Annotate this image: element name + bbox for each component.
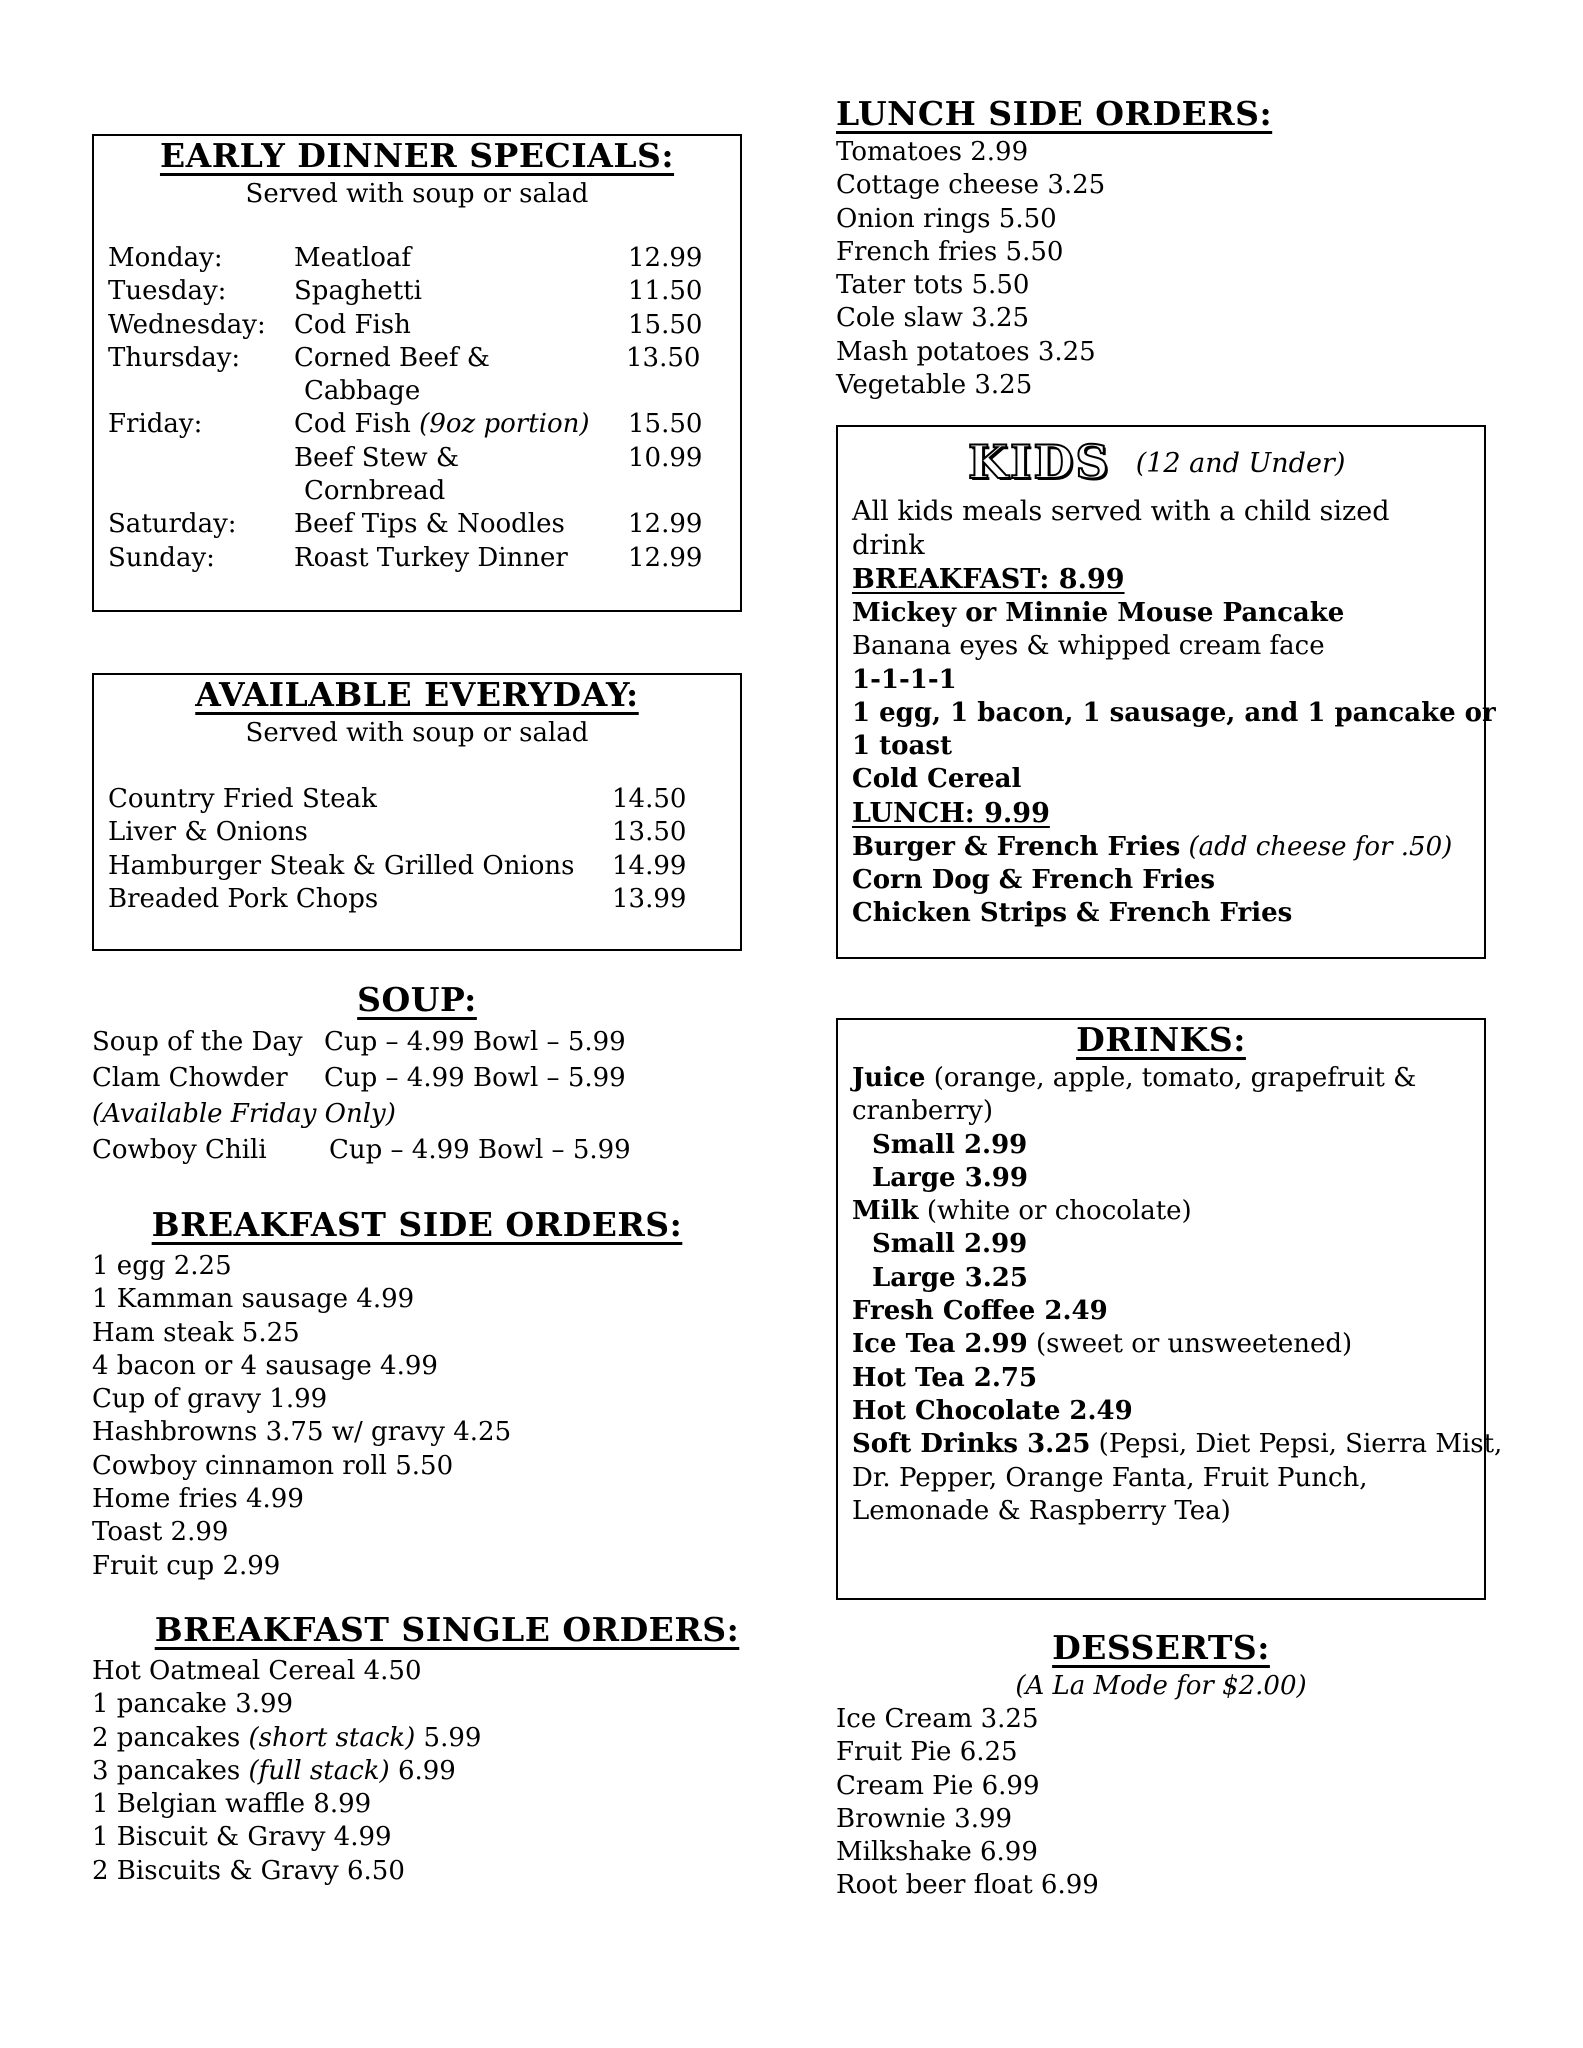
list-item: Onion rings 5.50 <box>836 203 1057 234</box>
dish-price: 15.50 <box>628 409 703 440</box>
table-row <box>108 850 728 883</box>
dish-price: 14.50 <box>612 784 687 814</box>
day-label: Sunday: <box>108 542 215 573</box>
soup-price: Cup – 4.99 Bowl – 5.99 <box>324 1027 626 1057</box>
list-item <box>92 1655 481 1688</box>
item-price: 5.99 <box>415 1722 482 1753</box>
kids-lunch-label: LUNCH: 9.99 <box>852 797 1050 829</box>
breakfast-single-title: BREAKFAST SINGLE ORDERS: <box>154 1610 740 1649</box>
list-item: Chicken Strips & French Fries <box>852 898 1293 929</box>
kids-intro-line: drink <box>852 530 925 561</box>
kids-breakfast-label: BREAKFAST: 8.99 <box>852 564 1125 595</box>
dish-name: Hamburger Steak & Grilled Onions <box>108 850 575 881</box>
list-item <box>92 1688 481 1721</box>
list-item: Cup of gravy 1.99 <box>92 1384 328 1415</box>
breakfast-single-list <box>92 1655 481 1888</box>
dish-name: Corned Beef & <box>294 342 490 373</box>
list-item: Fruit Pie 6.25 <box>836 1737 1018 1768</box>
list-item <box>852 1195 1502 1228</box>
item-text: 2 pancakes <box>92 1722 249 1753</box>
list-item <box>852 1062 1502 1095</box>
list-item: French fries 5.50 <box>836 236 1064 267</box>
lunch-sides-list <box>836 136 1105 402</box>
dish-price: 15.50 <box>628 309 703 340</box>
item-text: 1 Biscuit & Gravy 4.99 <box>92 1822 392 1853</box>
lunch-sides-title: LUNCH SIDE ORDERS: <box>836 94 1273 133</box>
list-item: Mash potatoes 3.25 <box>836 336 1096 367</box>
early-dinner-title: EARLY DINNER SPECIALS: <box>159 136 675 175</box>
list-item <box>92 1788 481 1821</box>
dish-name: Country Fried Steak <box>108 784 377 814</box>
kids-menu-box <box>836 425 1496 959</box>
early-dinner-subtitle: Served with soup or salad <box>245 179 589 209</box>
desserts-list <box>836 1703 1099 1903</box>
drinks-title: DRINKS: <box>1076 1020 1246 1059</box>
breakfast-sides-title: BREAKFAST SIDE ORDERS: <box>151 1205 683 1244</box>
kids-age-note: (12 and Under) <box>1135 448 1346 479</box>
list-item: Cream Pie 6.99 <box>836 1770 1040 1801</box>
item-description: cranberry) <box>852 1096 993 1127</box>
size-price: Small 2.99 <box>872 1229 1028 1260</box>
dish-name <box>294 408 590 441</box>
list-item <box>92 1722 481 1755</box>
item-text: 1 pancake 3.99 <box>92 1689 294 1720</box>
dish-name: Cod Fish <box>294 309 411 340</box>
table-row <box>92 1098 742 1134</box>
desserts-subtitle: (A La Mode for $2.00) <box>1015 1671 1307 1701</box>
item-text: 3 pancakes <box>92 1755 249 1786</box>
day-label: Wednesday: <box>108 309 266 340</box>
dish-name: Beef Tips & Noodles <box>294 509 565 540</box>
day-label: Tuesday: <box>108 276 227 307</box>
dish-name: Beef Stew & <box>294 442 460 473</box>
dish-note: (9oz portion) <box>419 409 590 440</box>
list-item: Brownie 3.99 <box>836 1803 1013 1834</box>
list-item: Root beer float 6.99 <box>836 1870 1099 1901</box>
list-item: Milkshake 6.99 <box>836 1837 1038 1868</box>
item-note: (orange, apple, tomato, grapefruit & <box>925 1063 1417 1093</box>
dish-price: 13.99 <box>612 883 687 914</box>
item-price: 6.99 <box>389 1755 456 1786</box>
soup-price: Cup – 4.99 Bowl – 5.99 <box>329 1135 631 1165</box>
dish-price: 12.99 <box>628 509 703 540</box>
list-item: 1 Kamman sausage 4.99 <box>92 1284 415 1315</box>
list-item: Cowboy cinnamon roll 5.50 <box>92 1450 454 1481</box>
item-note: (sweet or unsweetened) <box>1027 1329 1353 1360</box>
list-item <box>92 1855 481 1888</box>
day-label: Monday: <box>108 243 223 273</box>
size-price: Small 2.99 <box>872 1129 1028 1160</box>
available-everyday-box <box>92 673 742 951</box>
dish-name: Breaded Pork Chops <box>108 883 379 914</box>
table-row <box>108 442 728 475</box>
list-item: Home fries 4.99 <box>92 1484 304 1515</box>
table-row <box>108 375 728 408</box>
list-item: Tomatoes 2.99 <box>836 137 1029 167</box>
item-text: 2 Biscuits & Gravy 6.50 <box>92 1855 405 1886</box>
item-note: (full stack) <box>248 1755 390 1786</box>
item-description: Lemonade & Raspberry Tea) <box>852 1495 1231 1526</box>
kids-title: KIDS <box>968 435 1111 489</box>
day-label: Friday: <box>108 409 203 440</box>
list-item: Ice Cream 3.25 <box>836 1704 1039 1734</box>
list-item: 4 bacon or 4 sausage 4.99 <box>92 1350 438 1381</box>
item-text: Soft Drinks 3.25 <box>852 1429 1091 1460</box>
item-description: Dr. Pepper, Orange Fanta, Fruit Punch, <box>852 1462 1368 1493</box>
list-item: Vegetable 3.25 <box>836 370 1033 401</box>
item-note: (add cheese for .50) <box>1180 831 1453 862</box>
desserts-title: DESSERTS: <box>1052 1628 1270 1667</box>
soup-name: Clam Chowder <box>92 1063 288 1093</box>
kids-intro-line: All kids meals served with a child sized <box>852 496 1390 527</box>
item-description: Banana eyes & whipped cream face <box>852 631 1325 662</box>
list-item: Ham steak 5.25 <box>92 1317 300 1348</box>
size-price: Large 3.25 <box>872 1262 1028 1293</box>
early-dinner-table <box>108 242 728 575</box>
everyday-table <box>108 783 728 916</box>
table-row <box>92 1134 742 1170</box>
dish-price: 10.99 <box>628 442 703 473</box>
dish-name: Liver & Onions <box>108 817 308 848</box>
item-text: Juice <box>852 1063 926 1093</box>
dish-price: 12.99 <box>628 243 703 273</box>
soup-note: (Available Friday Only) <box>92 1099 396 1129</box>
everyday-subtitle: Served with soup or salad <box>245 718 589 748</box>
table-row <box>108 309 728 342</box>
dish-name: Meatloaf <box>294 243 412 273</box>
list-item <box>852 1328 1502 1361</box>
list-item: Hashbrowns 3.75 w/ gravy 4.25 <box>92 1417 512 1448</box>
table-row <box>108 342 728 375</box>
item-note: (white or chocolate) <box>918 1196 1192 1227</box>
list-item: 1-1-1-1 <box>852 664 957 695</box>
item-text: Burger & French Fries <box>852 831 1181 862</box>
dish-price: 11.50 <box>628 276 703 307</box>
list-item: Fresh Coffee 2.49 <box>852 1296 1108 1327</box>
kids-list <box>852 495 1496 931</box>
drinks-list <box>852 1062 1502 1528</box>
table-row <box>108 542 728 575</box>
table-row <box>108 883 728 916</box>
table-row <box>108 508 728 541</box>
table-row <box>108 475 728 508</box>
list-item: Tater tots 5.50 <box>836 270 1030 301</box>
early-dinner-specials-box <box>92 134 742 612</box>
dish-price: 12.99 <box>628 542 703 573</box>
dish-name: Spaghetti <box>294 276 422 307</box>
soup-table <box>92 1026 742 1170</box>
item-text: Hot Oatmeal Cereal 4.50 <box>92 1656 422 1686</box>
table-row <box>108 242 728 275</box>
dish-price: 13.50 <box>612 817 687 848</box>
list-item: Fruit cup 2.99 <box>92 1550 281 1581</box>
list-item: Cole slaw 3.25 <box>836 303 1030 334</box>
item-text: Ice Tea 2.99 <box>852 1329 1028 1360</box>
dish-name-text: Cod Fish <box>294 409 420 440</box>
soup-name: Cowboy Chili <box>92 1135 267 1165</box>
list-item: Hot Chocolate 2.49 <box>852 1395 1133 1426</box>
list-item: Cottage cheese 3.25 <box>836 170 1106 201</box>
dish-name: Cornbread <box>304 476 446 507</box>
breakfast-sides-list <box>92 1250 511 1583</box>
table-row <box>92 1062 742 1098</box>
everyday-title: AVAILABLE EVERYDAY: <box>195 675 639 714</box>
table-row <box>108 275 728 308</box>
drinks-box <box>836 1018 1503 1600</box>
day-label: Saturday: <box>108 509 237 540</box>
list-item: Toast 2.99 <box>92 1517 229 1548</box>
list-item: 1 egg 2.25 <box>92 1251 232 1281</box>
item-description: 1 egg, 1 bacon, 1 sausage, and 1 pancake or <box>852 697 1496 728</box>
dish-price: 13.50 <box>626 342 701 373</box>
list-item <box>852 831 1496 864</box>
item-text: 1 Belgian waffle 8.99 <box>92 1789 372 1820</box>
day-label: Thursday: <box>108 342 241 373</box>
soup-title: SOUP: <box>357 980 477 1019</box>
table-row <box>108 816 728 849</box>
item-note: (Pepsi, Diet Pepsi, Sierra Mist, <box>1090 1429 1503 1460</box>
soup-price: Cup – 4.99 Bowl – 5.99 <box>324 1063 626 1093</box>
item-text: Milk <box>852 1196 919 1227</box>
item-note: (short stack) <box>248 1722 416 1753</box>
table-row <box>108 408 728 441</box>
list-item: Hot Tea 2.75 <box>852 1362 1038 1393</box>
soup-name: Soup of the Day <box>92 1027 303 1057</box>
table-row <box>92 1026 742 1062</box>
table-row <box>108 783 728 816</box>
list-item: Cold Cereal <box>852 764 1022 795</box>
list-item: Mickey or Minnie Mouse Pancake <box>852 598 1345 628</box>
size-price: Large 3.99 <box>872 1162 1028 1193</box>
dish-name: Roast Turkey Dinner <box>294 542 568 573</box>
dish-price: 14.99 <box>612 850 687 881</box>
list-item <box>92 1755 481 1788</box>
kids-header <box>968 435 1345 489</box>
list-item <box>92 1821 481 1854</box>
list-item <box>852 1428 1502 1461</box>
item-description: 1 toast <box>852 731 952 762</box>
list-item: Corn Dog & French Fries <box>852 865 1216 896</box>
dish-name: Cabbage <box>304 376 421 407</box>
